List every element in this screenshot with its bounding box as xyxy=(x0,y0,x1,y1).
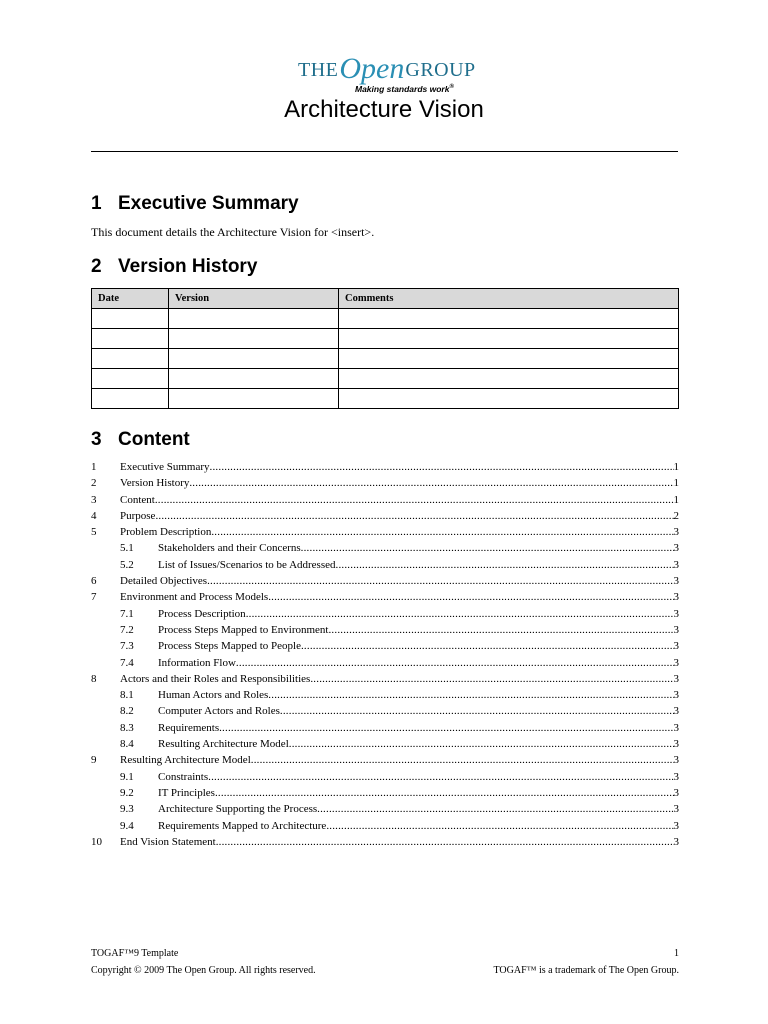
toc-entry[interactable] xyxy=(91,671,679,687)
toc-entry[interactable] xyxy=(91,785,679,801)
logo-tagline xyxy=(355,84,454,94)
logo-open: Open xyxy=(339,52,405,85)
toc-entry[interactable] xyxy=(91,606,679,622)
toc-entry-title: Architecture Supporting the Process xyxy=(158,803,318,816)
table-cell xyxy=(92,369,169,389)
toc-entry-page: 3 xyxy=(673,542,679,555)
toc-entry-page: 1 xyxy=(673,493,679,506)
version-history-table xyxy=(91,288,679,409)
toc-entry-page: 3 xyxy=(673,835,679,848)
toc-entry-number: 6 xyxy=(91,575,97,588)
toc-entry-page: 3 xyxy=(673,640,679,653)
toc-entry-number: 7.2 xyxy=(120,623,134,636)
toc-dot-leader xyxy=(208,769,673,785)
toc-entry-page: 3 xyxy=(673,786,679,799)
toc-dot-leader xyxy=(317,801,673,817)
footer-template-name: TOGAF™9 Template xyxy=(91,948,179,959)
toc-entry-page: 3 xyxy=(673,656,679,669)
toc-dot-leader xyxy=(280,703,674,719)
toc-dot-leader xyxy=(328,622,673,638)
toc-dot-leader xyxy=(216,834,674,850)
toc-dot-leader xyxy=(268,687,673,703)
toc-entry-number: 7.4 xyxy=(120,656,134,669)
toc-entry-title: Executive Summary xyxy=(120,461,210,473)
table-row xyxy=(92,389,679,409)
toc-dot-leader xyxy=(236,655,674,671)
title-divider xyxy=(91,151,678,152)
toc-entry-number: 1 xyxy=(91,461,97,473)
registered-mark: ® xyxy=(449,84,454,91)
toc-dot-leader xyxy=(155,492,674,508)
toc-dot-leader xyxy=(207,573,673,589)
toc-entry-number: 8.4 xyxy=(120,738,134,751)
toc-dot-leader xyxy=(246,606,674,622)
toc-entry-number: 9.4 xyxy=(120,819,134,832)
toc-entry-number: 5.2 xyxy=(120,558,134,571)
toc-entry-title: Information Flow xyxy=(158,656,236,669)
toc-entry-number: 3 xyxy=(91,493,97,506)
table-row xyxy=(92,309,679,329)
toc-entry[interactable] xyxy=(91,475,679,491)
toc-entry-page: 3 xyxy=(673,672,679,685)
open-group-logo xyxy=(298,52,478,96)
table-cell xyxy=(92,329,169,349)
table-cell xyxy=(92,349,169,369)
column-header-date: Date xyxy=(92,289,169,309)
table-header-row xyxy=(92,289,679,309)
toc-entry-page: 3 xyxy=(673,607,679,620)
footer-line-2 xyxy=(91,965,679,976)
table-cell xyxy=(339,369,679,389)
toc-dot-leader xyxy=(310,671,673,687)
table-cell xyxy=(339,349,679,369)
toc-dot-leader xyxy=(210,459,674,475)
logo-tagline-text: Making standards work xyxy=(355,84,450,94)
toc-entry[interactable] xyxy=(91,638,679,654)
toc-dot-leader xyxy=(289,736,674,752)
toc-dot-leader xyxy=(251,752,674,768)
toc-entry-title: Resulting Architecture Model xyxy=(120,754,251,767)
logo-wordmark xyxy=(298,52,476,86)
toc-entry[interactable] xyxy=(91,557,679,573)
toc-entry-title: Problem Description xyxy=(120,526,212,539)
page-title: Architecture Vision xyxy=(284,96,484,123)
toc-entry-number: 9.1 xyxy=(120,770,134,783)
footer-page-number: 1 xyxy=(674,948,679,959)
toc-dot-leader xyxy=(189,475,673,491)
toc-entry-title: IT Principles xyxy=(158,786,215,799)
toc-dot-leader xyxy=(268,589,673,605)
toc-entry-title: Human Actors and Roles xyxy=(158,689,269,702)
toc-entry[interactable] xyxy=(91,589,679,605)
section-number: 2 xyxy=(91,256,102,277)
section-number: 1 xyxy=(91,193,102,214)
toc-entry[interactable] xyxy=(91,540,679,556)
toc-entry[interactable] xyxy=(91,834,679,850)
table-cell xyxy=(169,369,339,389)
toc-entry-page: 3 xyxy=(673,770,679,783)
toc-entry-title: Process Steps Mapped to Environment xyxy=(158,623,329,636)
section-heading-version-history xyxy=(91,256,257,278)
toc-entry-title: Computer Actors and Roles xyxy=(158,705,280,718)
toc-entry-title: Constraints xyxy=(158,770,209,783)
toc-entry-page: 3 xyxy=(673,754,679,767)
toc-entry[interactable] xyxy=(91,622,679,638)
table-cell xyxy=(92,389,169,409)
toc-dot-leader xyxy=(215,785,674,801)
toc-entry-page: 3 xyxy=(673,526,679,539)
toc-entry[interactable] xyxy=(91,736,679,752)
toc-entry-number: 7.3 xyxy=(120,640,134,653)
toc-dot-leader xyxy=(301,540,674,556)
table-row xyxy=(92,329,679,349)
section-heading-executive-summary xyxy=(91,193,299,215)
toc-entry[interactable] xyxy=(91,524,679,540)
toc-entry[interactable] xyxy=(91,818,679,834)
toc-entry-title: End Vision Statement xyxy=(120,835,216,848)
toc-entry-number: 9.2 xyxy=(120,786,134,799)
footer-trademark: TOGAF™ is a trademark of The Open Group. xyxy=(493,965,679,976)
toc-entry-number: 9 xyxy=(91,754,97,767)
table-of-contents xyxy=(91,459,679,850)
toc-entry-number: 5 xyxy=(91,526,97,539)
table-row xyxy=(92,369,679,389)
toc-entry-page: 3 xyxy=(673,721,679,734)
section-number: 3 xyxy=(91,429,102,450)
toc-entry-page: 3 xyxy=(673,575,679,588)
toc-entry-number: 8 xyxy=(91,672,97,685)
toc-entry-number: 7.1 xyxy=(120,607,134,620)
toc-entry-title: Requirements Mapped to Architecture xyxy=(158,819,327,832)
toc-entry-page: 1 xyxy=(673,461,679,473)
toc-entry[interactable] xyxy=(91,801,679,817)
toc-entry-page: 3 xyxy=(673,623,679,636)
table-cell xyxy=(169,329,339,349)
table-cell xyxy=(169,389,339,409)
toc-entry-title: Detailed Objectives xyxy=(120,575,208,588)
toc-dot-leader xyxy=(155,508,673,524)
toc-entry-title: Environment and Process Models xyxy=(120,591,269,604)
toc-entry-page: 1 xyxy=(673,477,679,490)
toc-entry-title: Requirements xyxy=(158,721,220,734)
table-cell xyxy=(92,309,169,329)
toc-entry[interactable] xyxy=(91,573,679,589)
toc-entry-number: 8.1 xyxy=(120,689,134,702)
toc-entry-number: 5.1 xyxy=(120,542,134,555)
toc-dot-leader xyxy=(326,818,673,834)
toc-entry-page: 2 xyxy=(673,509,679,522)
table-row xyxy=(92,349,679,369)
section-title: Content xyxy=(118,429,190,450)
toc-dot-leader xyxy=(211,524,673,540)
toc-entry-page: 3 xyxy=(673,689,679,702)
toc-entry-page: 3 xyxy=(673,819,679,832)
footer-copyright: Copyright © 2009 The Open Group. All rights reserved. xyxy=(91,965,316,976)
toc-entry[interactable] xyxy=(91,508,679,524)
toc-entry-title: Content xyxy=(120,493,155,506)
toc-entry[interactable] xyxy=(91,687,679,703)
toc-entry[interactable] xyxy=(91,459,679,475)
section-heading-content xyxy=(91,429,190,451)
toc-dot-leader xyxy=(301,638,674,654)
toc-entry-number: 10 xyxy=(91,835,102,848)
toc-entry[interactable] xyxy=(91,703,679,719)
table-cell xyxy=(339,329,679,349)
logo-group: GROUP xyxy=(405,59,476,81)
toc-entry-number: 7 xyxy=(91,591,97,604)
toc-entry[interactable] xyxy=(91,769,679,785)
summary-paragraph: This document details the Architecture Vision for <insert>. xyxy=(91,225,375,239)
footer-line-1 xyxy=(91,948,679,959)
toc-entry-page: 3 xyxy=(673,738,679,751)
toc-entry-number: 8.2 xyxy=(120,705,134,718)
toc-entry-title: Purpose xyxy=(120,509,156,522)
toc-entry-title: Actors and their Roles and Responsibilities xyxy=(120,672,311,685)
toc-dot-leader xyxy=(219,720,673,736)
toc-entry-title: List of Issues/Scenarios to be Addressed xyxy=(158,558,336,571)
table-cell xyxy=(169,349,339,369)
toc-entry[interactable] xyxy=(91,752,679,768)
toc-entry-number: 4 xyxy=(91,509,97,522)
logo-the: THE xyxy=(298,59,339,81)
toc-entry[interactable] xyxy=(91,492,679,508)
toc-entry-page: 3 xyxy=(673,558,679,571)
toc-entry-title: Stakeholders and their Concerns xyxy=(158,542,301,555)
section-title: Executive Summary xyxy=(118,193,299,214)
toc-entry[interactable] xyxy=(91,720,679,736)
toc-entry-number: 9.3 xyxy=(120,803,134,816)
toc-entry-number: 2 xyxy=(91,477,97,490)
table-cell xyxy=(339,309,679,329)
toc-entry[interactable] xyxy=(91,655,679,671)
toc-entry-page: 3 xyxy=(673,803,679,816)
toc-dot-leader xyxy=(336,557,674,573)
toc-entry-title: Process Steps Mapped to People xyxy=(158,640,301,653)
table-cell xyxy=(339,389,679,409)
toc-entry-number: 8.3 xyxy=(120,721,134,734)
toc-entry-title: Resulting Architecture Model xyxy=(158,738,289,751)
toc-entry-page: 3 xyxy=(673,591,679,604)
toc-entry-page: 3 xyxy=(673,705,679,718)
toc-entry-title: Version History xyxy=(120,477,190,490)
column-header-version: Version xyxy=(169,289,339,309)
table-cell xyxy=(169,309,339,329)
section-title: Version History xyxy=(118,256,258,277)
toc-entry-title: Process Description xyxy=(158,607,246,620)
column-header-comments: Comments xyxy=(339,289,679,309)
